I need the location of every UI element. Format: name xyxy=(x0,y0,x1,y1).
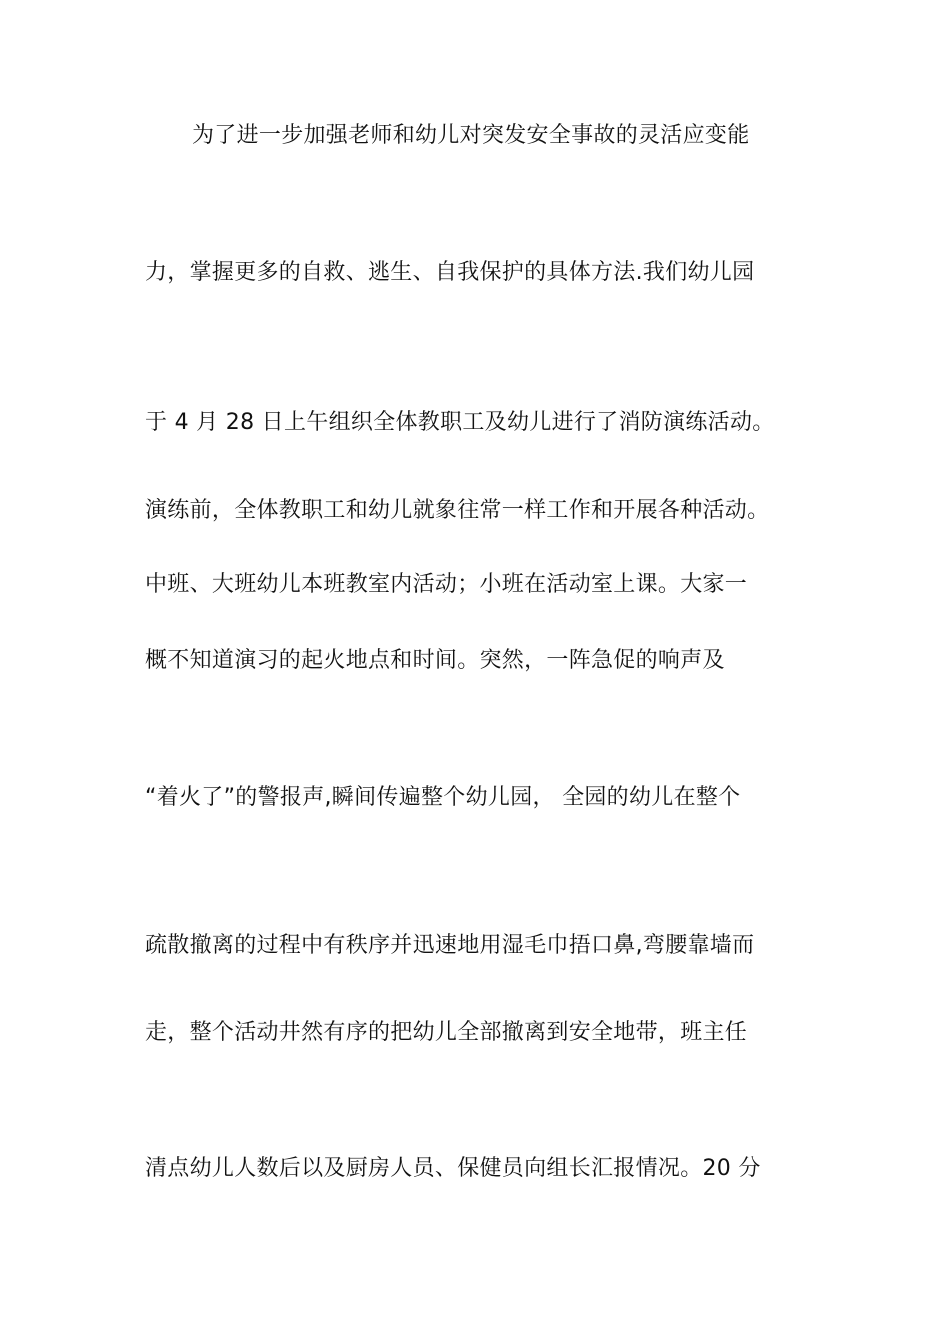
paragraph-line-3: 于 4 月 28 日上午组织全体教职工及幼儿进行了消防演练活动。 xyxy=(145,410,775,435)
paragraph-line-2: 力，掌握更多的自救、逃生、自我保护的具体方法.我们幼儿园 xyxy=(145,260,755,285)
paragraph-line-6: 概不知道演习的起火地点和时间。突然，一阵急促的响声及 xyxy=(145,648,725,673)
paragraph-line-4: 演练前，全体教职工和幼儿就象往常一样工作和开展各种活动。 xyxy=(145,498,770,523)
paragraph-line-7: “着火了”的警报声,瞬间传遍整个幼儿园， 全园的幼儿在整个 xyxy=(145,785,741,810)
paragraph-line-9: 走，整个活动井然有序的把幼儿全部撤离到安全地带，班主任 xyxy=(145,1020,748,1045)
paragraph-line-10: 清点幼儿人数后以及厨房人员、保健员向组长汇报情况。20 分 xyxy=(145,1156,761,1181)
paragraph-line-1: 为了进一步加强老师和幼儿对突发安全事故的灵活应变能 xyxy=(192,123,750,148)
paragraph-line-8: 疏散撤离的过程中有秩序并迅速地用湿毛巾捂口鼻,弯腰靠墙而 xyxy=(145,933,755,958)
paragraph-line-5: 中班、大班幼儿本班教室内活动；小班在活动室上课。大家一 xyxy=(145,572,748,597)
